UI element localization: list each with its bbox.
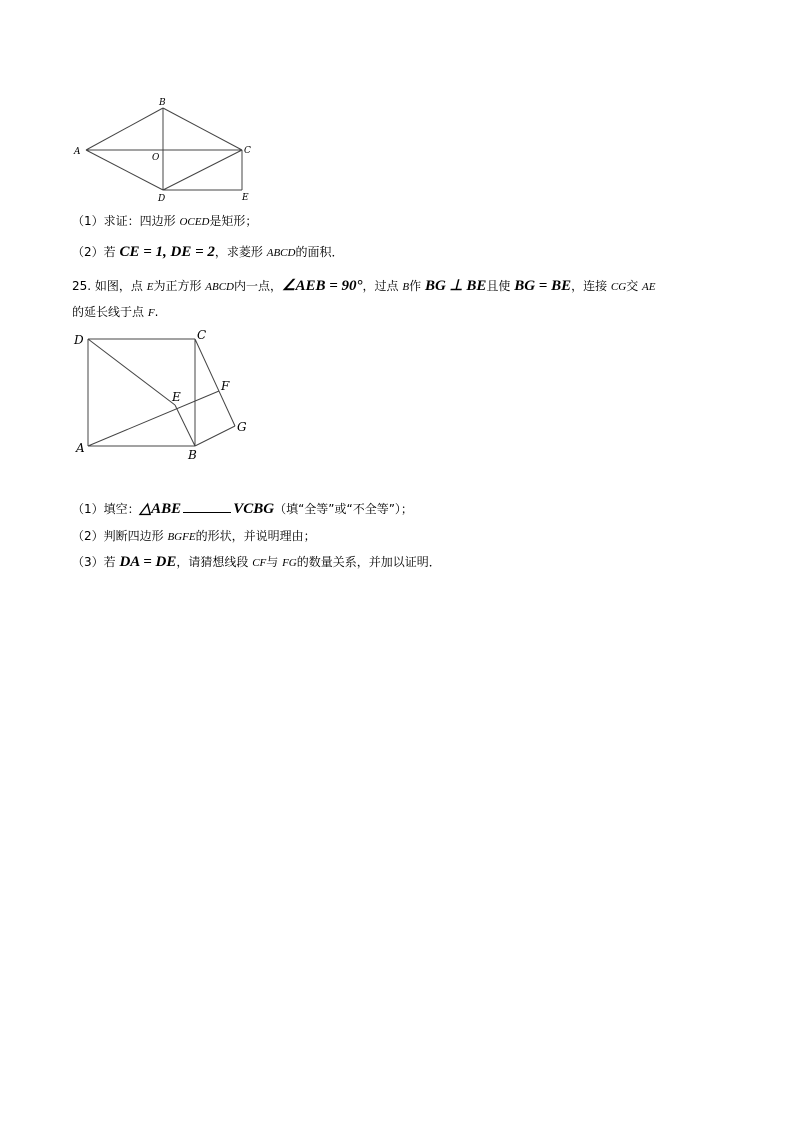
label-a: A (76, 441, 85, 455)
side-cd (163, 150, 242, 190)
label-b: B (188, 448, 197, 462)
q25-stem-line2: 的延长线于点 F. (72, 305, 159, 319)
label-c: C (197, 328, 207, 342)
q25-stem-line1: 25. 如图，点 E为正方形 ABCD内一点，∠AEB = 90°，过点 B作 BG ⊥ BE且使 BG = BE，连接 CG交 AE (72, 278, 656, 294)
label-o: O (152, 153, 160, 163)
segment-de (88, 339, 175, 405)
square-figure (70, 326, 260, 466)
label-f: F (221, 379, 230, 393)
q24-part2: （2）若 CE = 1, DE = 2，求菱形 ABCD的面积． (72, 244, 344, 260)
label-a: A (74, 147, 81, 157)
q25-part3: （3）若 DA = DE，请猜想线段 CF与 FG的数量关系，并加以证明． (72, 554, 441, 570)
side-bc (163, 108, 242, 150)
label-b: B (159, 98, 166, 108)
label-e: E (242, 193, 249, 203)
rhombus-figure (60, 92, 280, 208)
label-e: E (172, 390, 181, 404)
label-g: G (237, 420, 247, 434)
label-d: D (158, 194, 166, 204)
segment-af (88, 391, 219, 446)
q25-part1: （1）填空：△ABE VCBG（填“全等”或“不全等”）； (72, 501, 413, 517)
label-d: D (74, 333, 84, 347)
segment-be (175, 405, 195, 446)
q24-part1: （1）求证：四边形 OCED是矩形； (72, 214, 258, 228)
side-ab (86, 108, 163, 150)
segment-bg (195, 426, 235, 446)
label-c: C (244, 146, 251, 156)
q25-part2: （2）判断四边形 BGFE的形状，并说明理由； (72, 529, 316, 543)
answer-blank[interactable] (183, 500, 231, 513)
